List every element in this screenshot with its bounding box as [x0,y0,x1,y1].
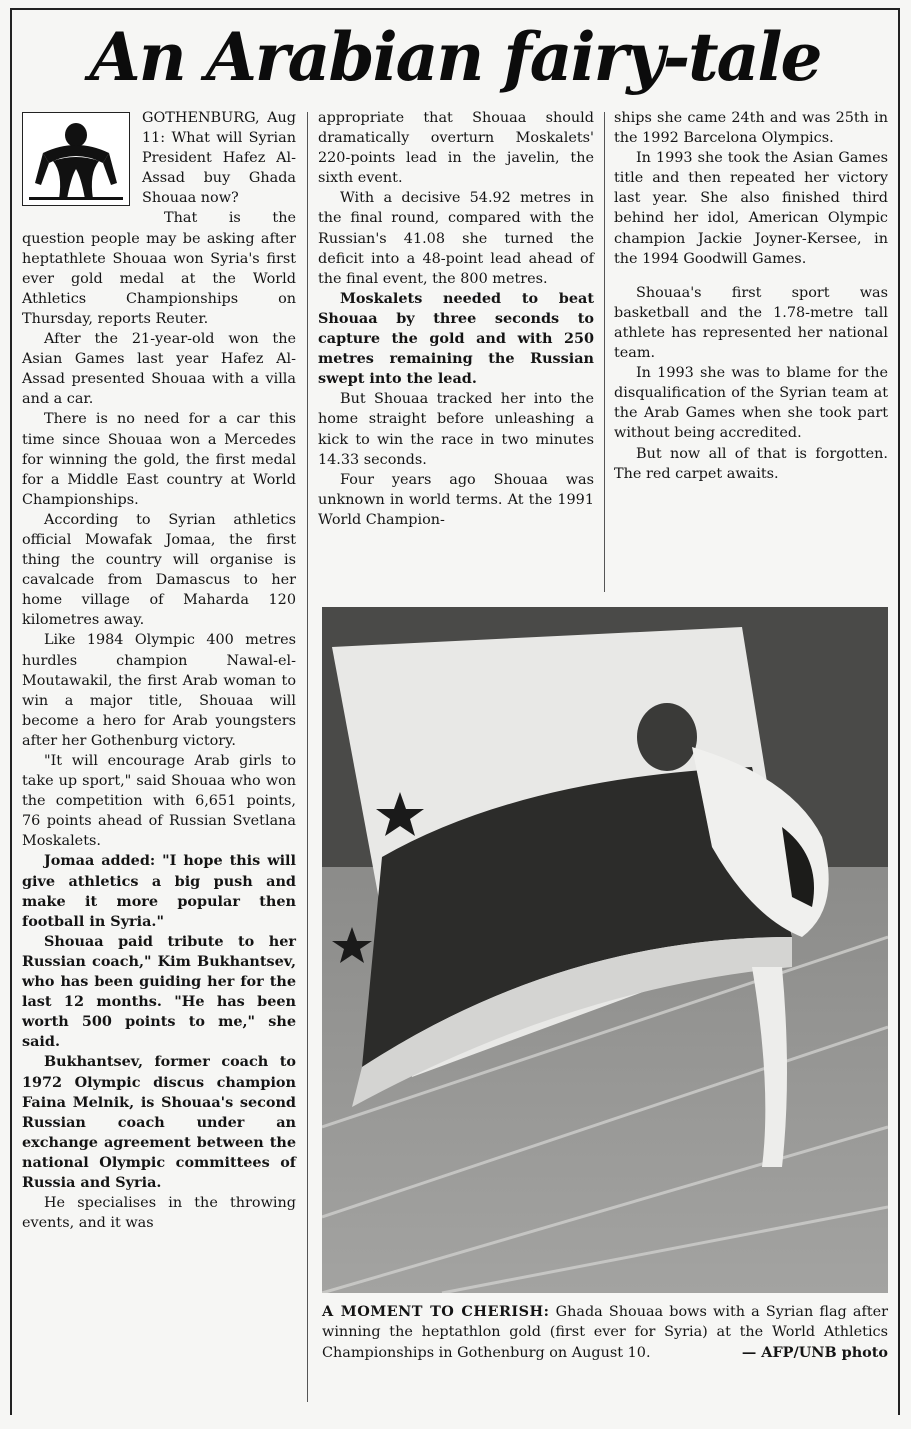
caption-lead: A MOMENT TO CHERISH: [322,1303,550,1320]
paragraph: Jomaa added: "I hope this will give athletics a big push and make it more popular then football in Syria." [22,852,296,930]
photo-credit: — AFP/UNB photo [741,1343,888,1361]
column-rule-1 [307,112,308,1402]
paragraph: "It will encourage Arab girls to take up sport," said Shouaa who won the competition with 6,651 points, 76 points ahead of Russian Svetlana Moskalets. [22,753,296,850]
paragraph: ships she came 24th and was 25th in the 1992 Barcelona Olympics. [614,110,888,147]
article-column-2 [318,108,594,528]
photo-caption [322,1302,888,1363]
caption-text: Ghada Shouaa bows with a Syrian flag after winning the heptathlon gold (first ever for Syria) at the World Athletics Championships in Gothenburg on August 10. [322,1304,889,1361]
paragraph: In 1993 she was to blame for the disqualification of the Syrian team at the Arab Games when she took part without being accredited. [614,365,888,442]
paragraph: Shouaa's first sport was basketball and the 1.78-metre tall athlete has represented her national team. [614,284,888,362]
athlete-logo-icon [22,112,130,206]
headline: An Arabian fairy-tale [89,18,821,96]
article-column-1 [22,108,296,1404]
paragraph: Like 1984 Olympic 400 metres hurdles champion Nawal-el-Moutawakil, the first Arab woman to win a major title, Shouaa will become a hero for Arab youngsters after her Gothenburg victory. [22,632,296,749]
paragraph: What will Syrian President Hafez Al-Assad buy Ghada Shouaa now? [142,130,297,207]
paragraph: appropriate that Shouaa should dramatically overturn Moskalets' 220-points lead in the javelin, the sixth event. [318,110,594,187]
paragraph: Four years ago Shouaa was unknown in world terms. At the 1991 World Champion- [318,471,594,528]
paragraph: Moskalets needed to beat Shouaa by three seconds to capture the gold and with 250 metres remaining the Russian swept into the lead. [318,289,594,388]
paragraph: There is no need for a car this time since Shouaa won a Mercedes for winning the gold, the first medal for a Middle East country at World Championships. [22,411,296,508]
paragraph: But Shouaa tracked her into the home straight before unleashing a kick to win the race in two minutes 14.33 seconds. [318,391,594,468]
column-rule-2 [604,112,605,592]
paragraph: According to Syrian athletics official Mowafak Jomaa, the first thing the country will organise is cavalcade from Damascus to her home village of Maharda 120 kilometres away. [22,511,296,629]
paragraph: In 1993 she took the Asian Games title and then repeated her victory last year. She also finished third behind her idol, American Olympic champion Jackie Joyner-Kersee, in the 1994 Goodwill Games. [614,150,888,267]
dateline: GOTHENBURG, Aug 11: [142,110,296,147]
paragraph: But now all of that is forgotten. The red carpet awaits. [614,445,888,482]
paragraph: That is the question people may be asking after heptathlete Shouaa won Syria's first ever gold medal at the World Athletics Championships on Thursday, reports Reuter. [22,210,296,327]
paragraph: With a decisive 54.92 metres in the final round, compared with the Russian's 41.08 she turned the deficit into a 48-point lead ahead of the final event, the 800 metres. [318,190,594,287]
paragraph: After the 21-year-old won the Asian Games last year Hafez Al-Assad presented Shouaa with a villa and a car. [22,331,296,408]
paragraph: Bukhantsev, former coach to 1972 Olympic discus champion Faina Melnik, is Shouaa's second Russian coach under an exchange agreement between the national Olympic committees of Russia and Syria. [22,1053,296,1191]
paragraph: Shouaa paid tribute to her Russian coach," Kim Bukhantsev, who has been guiding her for the last 12 months. "He has been worth 500 points to me," she said. [22,932,296,1051]
paragraph: He specialises in the throwing events, and it was [22,1195,296,1232]
news-photo [322,607,888,1293]
article-column-3 [614,108,888,588]
